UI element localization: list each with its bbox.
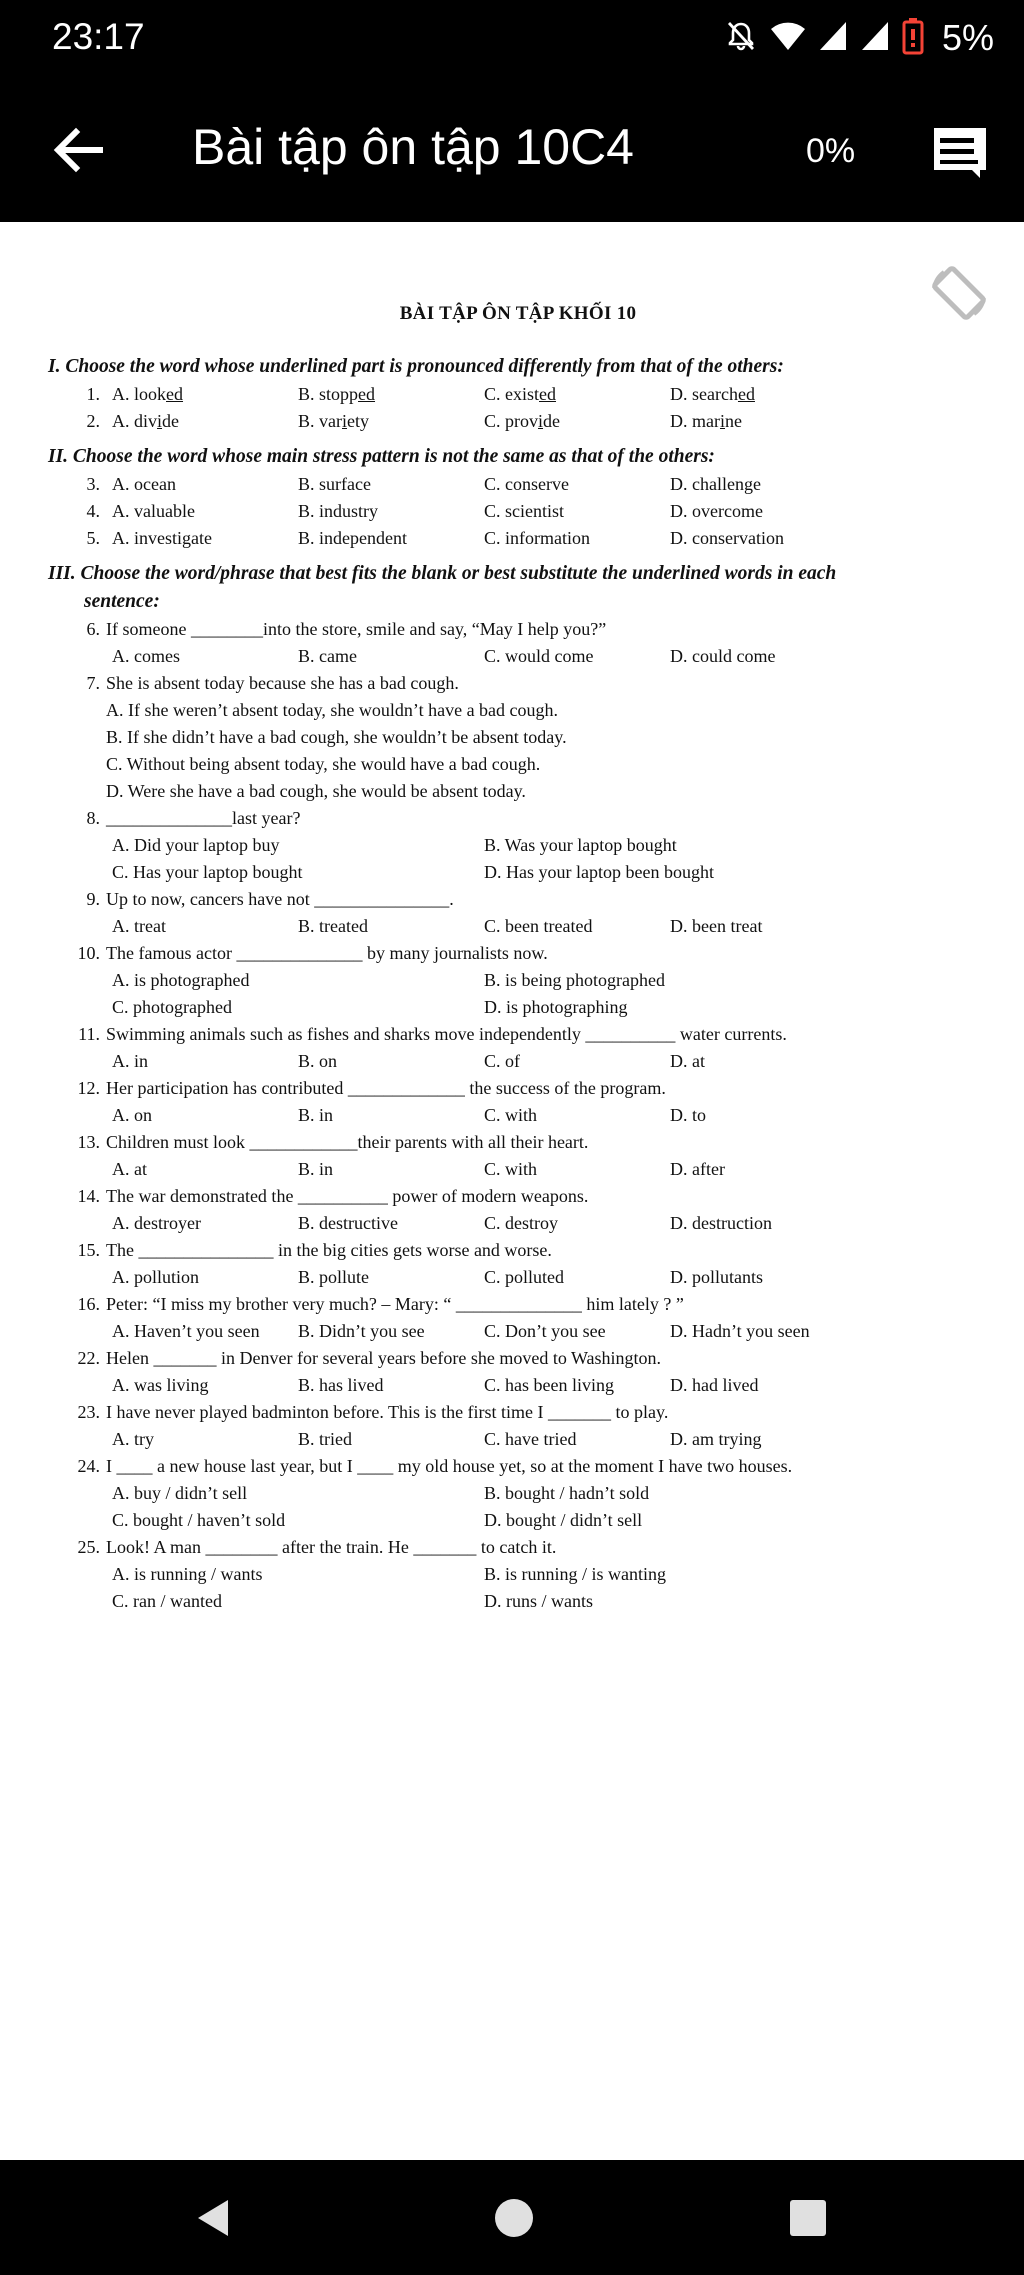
answer-option: A. ocean <box>112 474 176 494</box>
answer-option <box>298 408 484 435</box>
question-number: 24. <box>77 1456 100 1476</box>
answer-option: B. is running / is wanting <box>484 1564 667 1584</box>
answer-option: B. independent <box>298 528 407 548</box>
answer-option: D. had lived <box>670 1375 759 1395</box>
answer-option <box>484 408 670 435</box>
answer-option: D. is photographing <box>484 997 628 1017</box>
status-time: 23:17 <box>52 16 145 57</box>
answer-option: C. information <box>484 528 590 548</box>
option-word: div <box>134 411 158 431</box>
answer-options <box>48 1264 988 1291</box>
comment-icon[interactable] <box>930 122 990 182</box>
answer-option <box>484 381 670 408</box>
question <box>48 1075 988 1102</box>
answer-option: B. destructive <box>298 1213 398 1233</box>
underlined-part: i <box>342 411 348 431</box>
question <box>48 886 988 913</box>
answer-option: B. bought / hadn’t sold <box>484 1483 650 1503</box>
answer-options <box>106 381 856 408</box>
answer-option: C. bought / haven’t sold <box>112 1510 286 1530</box>
answer-options <box>48 1156 988 1183</box>
question-number: 6. <box>86 619 100 639</box>
answer-option: B. is being photographed <box>484 970 665 990</box>
option-letter: C. <box>484 411 506 431</box>
answer-option: A. try <box>112 1429 154 1449</box>
question <box>48 670 988 697</box>
underlined-part: ed <box>539 384 557 404</box>
answer-option: B. treated <box>298 916 368 936</box>
answer-option: C. destroy <box>484 1213 558 1233</box>
question <box>48 498 988 525</box>
answer-options <box>48 1507 988 1534</box>
answer-option: D. overcome <box>670 501 763 521</box>
answer-option: C. has been living <box>484 1375 614 1395</box>
underlined-part: ed <box>358 384 376 404</box>
answer-option: A. comes <box>112 646 180 666</box>
answer-option: B. industry <box>298 501 379 521</box>
section-title: I. Choose the word whose underlined part is pronounced differently from that of the others: <box>48 356 784 377</box>
question-text: Her participation has contributed _____________ the success of the program. <box>106 1078 666 1098</box>
recents-square-icon[interactable] <box>786 2196 830 2245</box>
question-text: I ____ a new house last year, but I ____ my old house yet, so at the moment I have two houses. <box>106 1456 793 1476</box>
question-text: She is absent today because she has a bad cough. <box>106 673 459 693</box>
answer-option <box>298 381 484 408</box>
answer-option: D. been treat <box>670 916 763 936</box>
answer-option: D. pollutants <box>670 1267 763 1287</box>
question-number: 15. <box>77 1240 100 1260</box>
answer-option: B. on <box>298 1051 338 1071</box>
question <box>48 1021 988 1048</box>
answer-options <box>106 471 856 498</box>
home-circle-icon[interactable] <box>492 2196 536 2245</box>
question-number: 4. <box>86 501 100 521</box>
worksheet-title: BÀI TẬP ÔN TẬP KHỐI 10 <box>399 303 637 324</box>
question <box>48 1237 988 1264</box>
question-number: 23. <box>77 1402 100 1422</box>
question <box>48 471 988 498</box>
answer-option: C. photographed <box>112 997 232 1017</box>
answer-option <box>112 408 298 435</box>
option-word: search <box>692 384 738 404</box>
back-triangle-icon[interactable] <box>192 2196 236 2245</box>
question-number: 10. <box>77 943 100 963</box>
answer-option <box>670 381 856 408</box>
question <box>48 408 988 435</box>
question-text: The famous actor ______________ by many journalists now. <box>106 943 548 963</box>
answer-option: C. Without being absent today, she would have a bad cough. <box>106 754 541 774</box>
answer-option: A. on <box>112 1105 152 1125</box>
mute-icon <box>724 19 758 58</box>
answer-option: A. was living <box>112 1375 209 1395</box>
answer-options <box>48 967 988 994</box>
answer-option: B. came <box>298 646 357 666</box>
answer-option: A. valuable <box>112 501 195 521</box>
answer-option: D. Hadn’t you seen <box>670 1321 810 1341</box>
question-text: Peter: “I miss my brother very much? – Mary: “ ______________ him lately ? ” <box>106 1294 684 1314</box>
question <box>48 1345 988 1372</box>
answer-option: D. Were she have a bad cough, she would be absent today. <box>106 781 526 801</box>
answer-option: D. destruction <box>670 1213 772 1233</box>
question-number: 25. <box>77 1537 100 1557</box>
answer-option: C. with <box>484 1105 538 1125</box>
back-arrow-icon[interactable] <box>46 118 110 182</box>
question <box>48 1291 988 1318</box>
answer-options <box>48 859 988 886</box>
answer-option: A. treat <box>112 916 166 936</box>
question-number: 2. <box>86 411 100 431</box>
answer-option: D. bought / didn’t sell <box>484 1510 643 1530</box>
battery-low-icon <box>902 17 924 60</box>
section-title: II. Choose the word whose main stress pattern is not the same as that of the others: <box>48 446 715 467</box>
answer-option: D. to <box>670 1105 706 1125</box>
answer-option: B. Didn’t you see <box>298 1321 425 1341</box>
option-letter: A. <box>112 411 134 431</box>
answer-option: D. conservation <box>670 528 784 548</box>
question-number: 8. <box>86 808 100 828</box>
signal-icon <box>860 20 890 57</box>
answer-options <box>48 913 988 940</box>
answer-option: B. If she didn’t have a bad cough, she wouldn’t be absent today. <box>106 727 567 747</box>
answer-option: A. pollution <box>112 1267 200 1287</box>
underlined-part: i <box>157 411 163 431</box>
question-text: I have never played badminton before. This is the first time I _______ to play. <box>106 1402 669 1422</box>
answer-option: C. scientist <box>484 501 564 521</box>
answer-options <box>48 832 988 859</box>
answer-option: A. destroyer <box>112 1213 201 1233</box>
answer-option: C. Has your laptop bought <box>112 862 303 882</box>
answer-option: C. ran / wanted <box>112 1591 222 1611</box>
section-questions <box>48 616 988 1615</box>
answer-option: D. challenge <box>670 474 761 494</box>
question-number: 13. <box>77 1132 100 1152</box>
underlined-part: ed <box>737 384 755 404</box>
question <box>48 805 988 832</box>
answer-options <box>48 643 988 670</box>
question-number: 3. <box>86 474 100 494</box>
option-letter: C. <box>484 384 506 404</box>
underlined-part: ed <box>166 384 184 404</box>
answer-option: A. buy / didn’t sell <box>112 1483 248 1503</box>
question-number: 11. <box>78 1024 100 1044</box>
answer-option: B. tried <box>298 1429 352 1449</box>
option-letter: B. <box>298 411 320 431</box>
answer-option: B. pollute <box>298 1267 369 1287</box>
answer-option: C. with <box>484 1159 538 1179</box>
answer-option: A. is running / wants <box>112 1564 263 1584</box>
answer-options <box>48 1588 988 1615</box>
answer-option: D. at <box>670 1051 705 1071</box>
question-number: 7. <box>86 673 100 693</box>
option-word: look <box>134 384 167 404</box>
answer-option: A. is photographed <box>112 970 250 990</box>
question-text: Up to now, cancers have not _______________. <box>106 889 454 909</box>
answer-options <box>48 1480 988 1507</box>
option-letter: D. <box>670 384 692 404</box>
option-word-end: de <box>543 411 561 431</box>
answer-option: A. If she weren’t absent today, she wouldn’t have a bad cough. <box>106 700 559 720</box>
app-bar <box>0 92 1024 212</box>
option-word: stopp <box>319 384 359 404</box>
option-word: var <box>319 411 342 431</box>
underlined-part: i <box>538 411 544 431</box>
answer-option: D. am trying <box>670 1429 762 1449</box>
question <box>48 1183 988 1210</box>
answer-option: C. been treated <box>484 916 593 936</box>
question-text: The _______________ in the big cities gets worse and worse. <box>106 1240 552 1260</box>
question-number: 9. <box>86 889 100 909</box>
answer-option: C. conserve <box>484 474 569 494</box>
question-text: ______________last year? <box>106 808 301 828</box>
answer-options <box>106 408 856 435</box>
answer-option: B. in <box>298 1105 334 1125</box>
status-bar <box>0 0 1024 76</box>
answer-option: A. investigate <box>112 528 212 548</box>
wifi-icon <box>770 20 806 57</box>
question-number: 22. <box>77 1348 100 1368</box>
section-title: III. Choose the word/phrase that best fits the blank or best substitute the underlined words in each <box>48 563 837 584</box>
answer-option <box>670 408 856 435</box>
answer-option: C. polluted <box>484 1267 564 1287</box>
navigation-bar <box>0 2160 1024 2275</box>
battery-percent: 5% <box>941 17 994 58</box>
question-text: Helen _______ in Denver for several years before she moved to Washington. <box>106 1348 662 1368</box>
answer-options <box>48 994 988 1021</box>
answer-option: A. Haven’t you seen <box>112 1321 260 1341</box>
option-letter: D. <box>670 411 692 431</box>
answer-option: C. would come <box>484 646 594 666</box>
option-letter: A. <box>112 384 134 404</box>
option-word: prov <box>505 411 539 431</box>
question-number: 12. <box>77 1078 100 1098</box>
option-letter: B. <box>298 384 320 404</box>
answer-options <box>48 1210 988 1237</box>
question-text: If someone ________into the store, smile and say, “May I help you?” <box>106 619 607 639</box>
answer-options <box>106 525 856 552</box>
reading-progress: 0% <box>806 132 856 170</box>
answer-option: D. runs / wants <box>484 1591 593 1611</box>
question-text: Children must look ____________their parents with all their heart. <box>106 1132 589 1152</box>
answer-options <box>48 1318 988 1345</box>
top-bar <box>0 0 1024 222</box>
option-word-end: ne <box>725 411 742 431</box>
question-number: 16. <box>77 1294 100 1314</box>
answer-option: C. have tried <box>484 1429 577 1449</box>
answer-option: B. Was your laptop bought <box>484 835 677 855</box>
answer-options <box>48 1048 988 1075</box>
question-number: 5. <box>86 528 100 548</box>
answer-options <box>48 1102 988 1129</box>
answer-option: D. could come <box>670 646 776 666</box>
option-word: exist <box>505 384 540 404</box>
question <box>48 1129 988 1156</box>
question-text: The war demonstrated the __________ power of modern weapons. <box>106 1186 589 1206</box>
option-word: mar <box>692 411 720 431</box>
question-text: Swimming animals such as fishes and sharks move independently __________ water currents. <box>106 1024 787 1044</box>
section-title-continued: sentence: <box>84 591 160 612</box>
answer-options <box>106 498 856 525</box>
question <box>48 1399 988 1426</box>
signal-icon <box>818 20 848 57</box>
answer-option <box>112 381 298 408</box>
question-number: 1. <box>86 384 100 404</box>
answer-option: C. Don’t you see <box>484 1321 606 1341</box>
question-number: 14. <box>77 1186 100 1206</box>
question <box>48 525 988 552</box>
answer-option: D. Has your laptop been bought <box>484 862 714 882</box>
answer-option: A. Did your laptop buy <box>112 835 280 855</box>
option-word-end: ety <box>347 411 370 431</box>
question <box>48 1534 988 1561</box>
answer-option: A. at <box>112 1159 147 1179</box>
question <box>48 1453 988 1480</box>
question-text: Look! A man ________ after the train. He _______ to catch it. <box>106 1537 557 1557</box>
worksheet-page <box>48 300 988 1615</box>
answer-option: B. has lived <box>298 1375 384 1395</box>
answer-option: A. in <box>112 1051 148 1071</box>
underlined-part: i <box>719 411 725 431</box>
question <box>48 940 988 967</box>
answer-options <box>48 1426 988 1453</box>
answer-options <box>48 1372 988 1399</box>
document-title: Bài tập ôn tập 10C4 <box>192 119 634 175</box>
answer-option: B. in <box>298 1159 334 1179</box>
question <box>48 381 988 408</box>
answer-options <box>48 1561 988 1588</box>
answer-option: D. after <box>670 1159 725 1179</box>
answer-option: C. of <box>484 1051 520 1071</box>
answer-option: B. surface <box>298 474 371 494</box>
status-icons <box>724 16 994 60</box>
question <box>48 616 988 643</box>
option-word-end: de <box>162 411 180 431</box>
